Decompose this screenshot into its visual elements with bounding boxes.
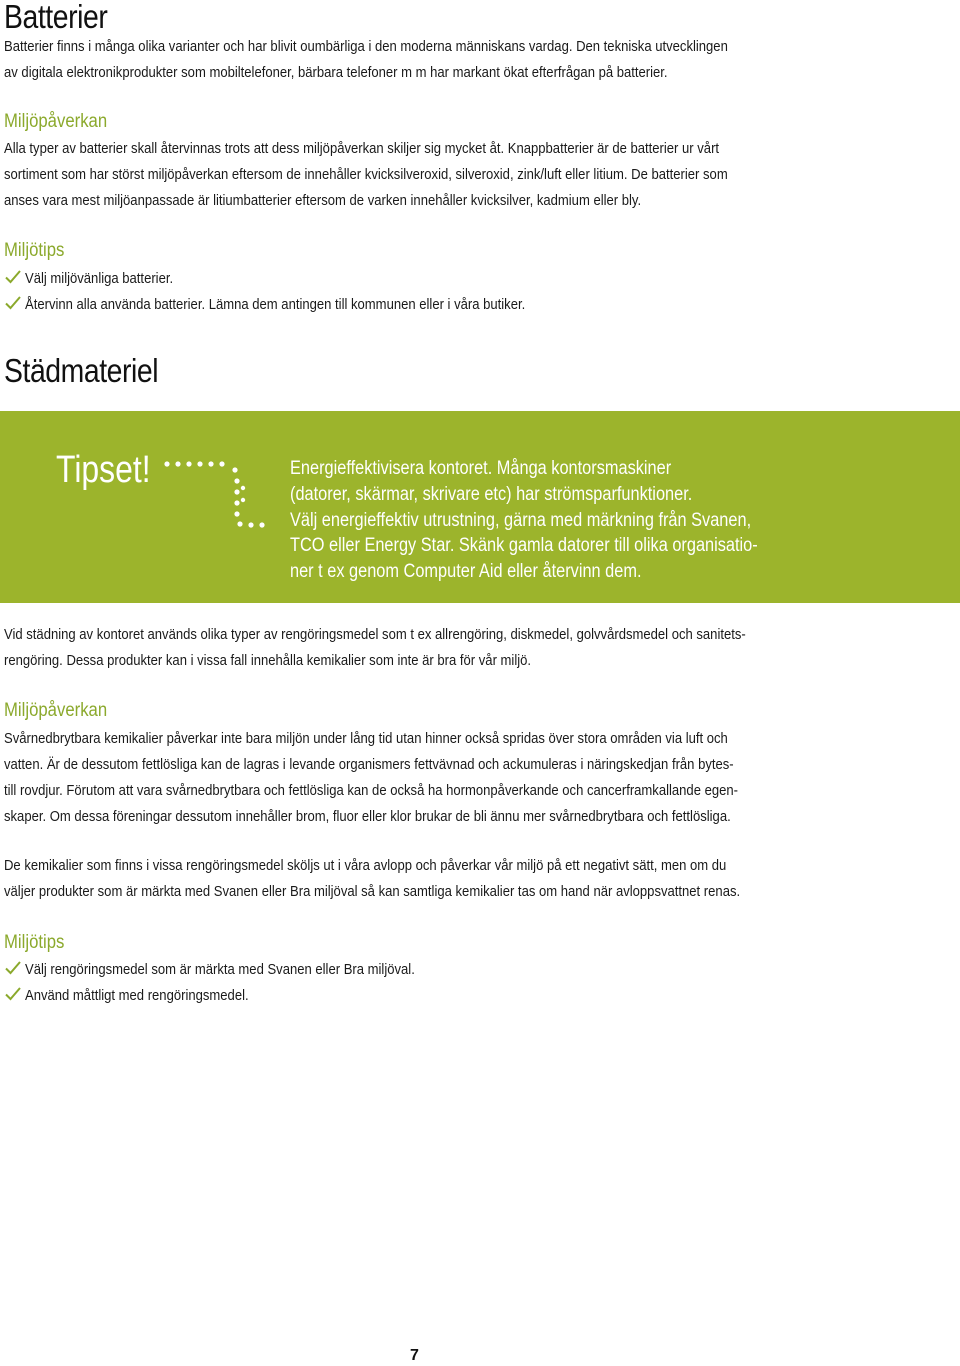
tip-box-title: Tipset! bbox=[56, 449, 151, 491]
text-line: Vid städning av kontoret används olika typer av rengöringsmedel som t ex allrengöring, diskmedel, golvvårdsmedel och sanitets- bbox=[4, 626, 746, 643]
cleaning-tips-list bbox=[4, 957, 478, 1009]
text-line: ner t ex genom Computer Aid eller återvinn dem. bbox=[290, 561, 642, 583]
tip-item bbox=[4, 957, 478, 983]
check-icon bbox=[4, 269, 22, 285]
text-line: av digitala elektronikprodukter som mobiltelefoner, bärbara telefoner m m har markant ökat efterfrågan på batterier. bbox=[4, 64, 668, 81]
text-line: (datorer, skärmar, skrivare etc) har strömsparfunktioner. bbox=[290, 483, 693, 505]
text-line: Alla typer av batterier skall återvinnas trots att dess miljöpåverkan skiljer sig mycket åt. Knappbatterier är de batterier ur vårt bbox=[4, 140, 720, 157]
cleaning-impact-text bbox=[4, 726, 830, 830]
text-line: TCO eller Energy Star. Skänk gamla datorer till olika organisatio- bbox=[290, 535, 758, 557]
tip-text: Använd måttligt med rengöringsmedel. bbox=[25, 987, 249, 1004]
tip-item bbox=[4, 292, 607, 318]
check-icon bbox=[4, 986, 22, 1002]
batteries-impact-text bbox=[4, 136, 830, 214]
text-line: Välj energieffektiv utrustning, gärna med märkning från Svanen, bbox=[290, 509, 752, 531]
tip-text: Välj rengöringsmedel som är märkta med Svanen eller Bra miljöval. bbox=[25, 961, 415, 978]
tip-text: Återvinn alla använda batterier. Lämna dem antingen till kommunen eller i våra butiker. bbox=[25, 296, 526, 313]
page-number: 7 bbox=[410, 1347, 419, 1364]
batteries-intro bbox=[4, 34, 830, 86]
text-line: rengöring. Dessa produkter kan i vissa fall innehålla kemikalier som inte är bra för vår miljö. bbox=[4, 652, 532, 669]
text-line: sortiment som har störst miljöpåverkan eftersom de innehåller kvicksilveroxid, silveroxid, zink/luft eller litium. De batterier som bbox=[4, 166, 728, 183]
text-line: Batterier finns i många olika varianter och har blivit oumbärliga i den moderna människans vardag. Den tekniska utvecklingen bbox=[4, 38, 728, 55]
tip-text: Välj miljövänliga batterier. bbox=[25, 270, 174, 287]
cleaning-title: Städmateriel bbox=[4, 352, 159, 389]
text-line: Energieffektivisera kontoret. Många kontorsmaskiner bbox=[290, 458, 672, 479]
cleaning-impact-heading: Miljöpåverkan bbox=[4, 700, 108, 721]
tip-box-text bbox=[290, 456, 758, 585]
text-line: vatten. Är de dessutom fettlösliga kan de lagras i levande organismers fettvävnad och ackumuleras i näringskedjan från bytes- bbox=[4, 756, 734, 773]
batteries-tips-heading: Miljötips bbox=[4, 240, 65, 261]
dotted-connector-icon bbox=[163, 458, 273, 530]
text-line: anses vara mest miljöanpassade är litiumbatterier eftersom de varken innehåller kvicksilver, kadmium eller bly. bbox=[4, 192, 642, 209]
text-line: skaper. Om dessa föreningar dessutom innehåller brom, fluor eller klor brukar de bli ännu mer svårnedbrytbara och fettlösliga. bbox=[4, 808, 731, 825]
text-line: väljer produkter som är märkta med Svanen eller Bra miljöval så kan samtliga kemikalier tas om hand när avloppsvattnet renas. bbox=[4, 883, 741, 900]
check-icon bbox=[4, 960, 22, 976]
cleaning-tips-heading: Miljötips bbox=[4, 932, 65, 953]
text-line: Svårnedbrytbara kemikalier påverkar inte bara miljön under lång tid utan hinner också spridas över stora områden via luft och bbox=[4, 730, 728, 747]
tip-item bbox=[4, 266, 607, 292]
check-icon bbox=[4, 295, 22, 311]
text-line: De kemikalier som finns i vissa rengöringsmedel sköljs ut i våra avlopp och påverkar vår miljö på ett negativt sätt, men om du bbox=[4, 857, 727, 874]
cleaning-intro bbox=[4, 622, 830, 674]
tip-item bbox=[4, 983, 478, 1009]
batteries-title: Batterier bbox=[4, 0, 108, 35]
text-line: till rovdjur. Förutom att vara svårnedbrytbara och fettlösliga kan de också ha hormonpåverkande och cancerframkallande egen- bbox=[4, 782, 739, 799]
batteries-impact-heading: Miljöpåverkan bbox=[4, 111, 108, 132]
cleaning-drain-text bbox=[4, 853, 830, 905]
batteries-tips-list bbox=[4, 266, 607, 318]
